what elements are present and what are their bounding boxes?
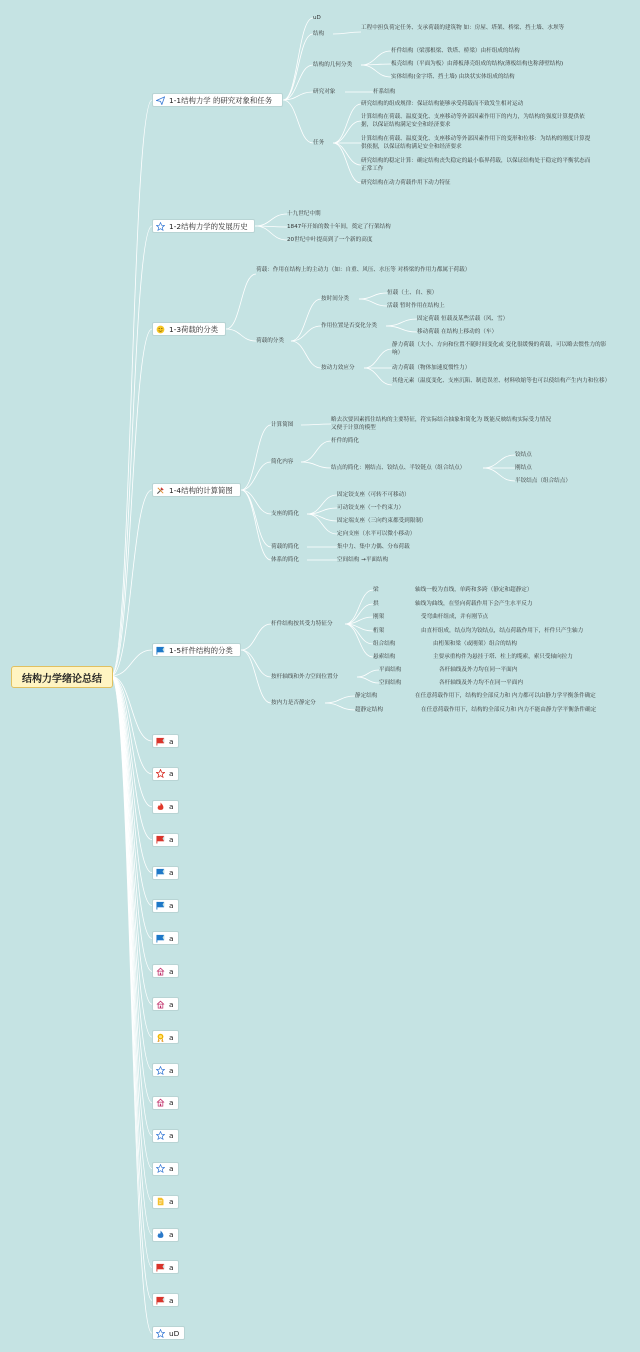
empty-topic-label: a [169, 1230, 174, 1239]
root-topic[interactable] [11, 666, 113, 688]
empty-topic[interactable] [152, 1030, 179, 1044]
empty-topic[interactable] [152, 833, 179, 847]
empty-topic-label: uD [169, 1328, 180, 1338]
connector [386, 326, 417, 332]
t5-beam: 梁 [373, 587, 379, 593]
empty-topic-label: a [169, 802, 174, 812]
t4-sup[interactable]: 支座的简化 [271, 511, 299, 517]
empty-topic-label: a [169, 1295, 174, 1305]
main-topic-4[interactable] [152, 483, 241, 497]
t4-sup-3: 固定端支座（三向约束都受到限制） [337, 518, 427, 524]
empty-topic[interactable] [152, 1260, 179, 1274]
t1-task-4: 研究结构的稳定计算：确定结构丧失稳定的最小临界荷载，以保证结构处于稳定的平衡状态而正常工作 [361, 158, 591, 172]
empty-topic[interactable] [152, 734, 179, 748]
t5-comb-d: 由桁架和梁（或刚架）组合的结构 [433, 641, 517, 647]
t5-hyper-d: 在任意荷载作用下，结构的全部反力和 内力不能由静力学平衡条件确定 [421, 707, 597, 713]
connector [333, 143, 361, 183]
connector [345, 624, 373, 657]
blue-fire-icon [156, 1230, 165, 1239]
connector [111, 676, 152, 1169]
empty-topic-label: a [169, 966, 174, 976]
t1-jiegou[interactable]: 结构 [313, 31, 325, 37]
connector [361, 51, 391, 65]
t4-sys-1: 空间结构 →平面结构 [337, 557, 389, 563]
connector [283, 34, 313, 100]
t4-node-1: 铰结点 [515, 452, 532, 458]
connector [241, 490, 271, 560]
empty-topic-label: a [169, 999, 174, 1009]
t1-jiegou-desc: 工程中担负荷定任务、支承荷载的建筑物 如：房屋、塔架、桥梁、挡土墙、水坝等 [361, 25, 565, 31]
connector [226, 329, 256, 341]
connector [283, 65, 313, 100]
connector [291, 299, 321, 341]
t3-pos-2: 移动荷载 在结构上移动的（车） [417, 329, 498, 335]
red-star-icon [156, 769, 165, 778]
t5-stat: 静定结构 [355, 693, 378, 699]
connector [111, 100, 152, 676]
t2-h1: 十九世纪中期 [287, 211, 321, 217]
t1-obj[interactable]: 研究对象 [313, 89, 336, 95]
connector [241, 650, 271, 703]
empty-topic[interactable] [152, 767, 179, 781]
connector [111, 676, 152, 1267]
t5-spat: 空间结构 [379, 680, 402, 686]
connector [483, 455, 515, 468]
main-topic-5[interactable] [152, 643, 241, 657]
t1-task[interactable]: 任务 [313, 140, 325, 146]
connector [241, 490, 271, 514]
empty-topic-label: a [169, 1262, 174, 1272]
empty-topic[interactable] [152, 931, 179, 945]
connector [241, 650, 271, 677]
t3-dyn[interactable]: 按动力效应分 [321, 365, 355, 371]
connector [386, 319, 417, 326]
connector [357, 670, 379, 677]
t3-time-1: 恒载（土、自、预） [387, 290, 438, 296]
main-topic-label: 1-4结构的计算简图 [169, 485, 233, 495]
connector [364, 349, 392, 368]
t2-h3: 20世纪中叶提高到了一个新的高度 [287, 237, 373, 243]
t4-node-3: 半铰结点（组合结点） [515, 478, 571, 484]
empty-topic-label: a [169, 835, 174, 845]
t5-truss-d: 由直杆组成，结点均为铰结点，结点荷载作用下，杆件只产生轴力 [421, 628, 584, 634]
connector [111, 676, 152, 1300]
red-flag-icon [156, 1263, 165, 1272]
t3-time-2: 活载 暂时作用在结构上 [387, 303, 445, 309]
connector [301, 441, 331, 462]
paper-plane-icon [156, 96, 165, 105]
t5-spat-d: 各杆轴线及外力均不在同一平面内 [439, 680, 523, 686]
empty-topic[interactable] [152, 1129, 179, 1143]
empty-topic[interactable] [152, 1063, 179, 1077]
empty-topic-label: a [169, 1197, 174, 1207]
empty-topic-label: a [169, 1131, 174, 1141]
empty-topic[interactable] [152, 1326, 185, 1340]
t5-susp-d: 主要承重构件为悬挂于塔、柱上的缆索，索只受轴向拉力 [433, 654, 573, 660]
t4-sup-1: 固定铰支座（可转不可移动） [337, 492, 410, 498]
star-icon [156, 1329, 165, 1338]
t5-space[interactable]: 按杆轴线和外力空间位置分 [271, 674, 339, 680]
t5-beam-d: 轴线一般为直线，单跨和多跨（静定和超静定） [415, 587, 533, 593]
t1-geom-3: 实体结构(金字塔、挡土墙) 由块状实体组成的结构 [391, 74, 515, 80]
empty-topic-label: a [169, 769, 174, 779]
connector [359, 299, 387, 306]
house-icon [156, 1098, 165, 1107]
t5-comb: 组合结构 [373, 641, 396, 647]
root-title: 结构力学绪论总结 [22, 673, 102, 685]
connector [283, 18, 313, 100]
empty-topic-label: a [169, 1164, 174, 1174]
empty-topic[interactable] [152, 1293, 179, 1307]
t4-sys[interactable]: 体系的简化 [271, 557, 299, 563]
connector [291, 341, 321, 368]
connector [226, 274, 256, 329]
t4-calc[interactable]: 计算简图 [271, 422, 294, 428]
main-topic-label: 1-1结构力学 的研究对象和任务 [169, 95, 273, 105]
empty-topic[interactable] [152, 964, 179, 978]
empty-topic[interactable] [152, 899, 179, 913]
document-icon [156, 1197, 165, 1206]
flag-icon [156, 646, 165, 655]
empty-topic-label: a [169, 1098, 174, 1108]
t3-pos-1: 固定荷载 恒载及某些活载（风、雪） [417, 316, 509, 322]
t5-frame-d: 受弯曲杆组成，并有刚节点 [421, 614, 489, 620]
t5-plane: 平面结构 [379, 667, 402, 673]
connector [483, 468, 515, 481]
connector [255, 214, 287, 226]
empty-topic-label: a [169, 901, 174, 910]
t5-stat-d: 在任意荷载作用下，结构的全部反力和 内力都可以由静力学平衡条件确定 [415, 693, 596, 699]
connector [111, 676, 152, 1136]
empty-topic-label: a [169, 736, 174, 746]
connector [283, 100, 313, 143]
empty-topic-label: a [169, 1065, 174, 1075]
star-icon [156, 1131, 165, 1140]
main-topic-label: 1-2结构力学的发展历史 [169, 221, 248, 231]
blue-flag-icon [156, 868, 165, 877]
empty-topic[interactable] [152, 866, 179, 880]
t1-ud: uD [313, 15, 321, 21]
connector [301, 424, 331, 425]
connector [345, 590, 373, 624]
t5-truss: 桁架 [373, 628, 385, 634]
connector [361, 65, 391, 77]
empty-topic[interactable] [152, 1228, 179, 1242]
empty-topic-label: a [169, 868, 174, 878]
connector [241, 462, 271, 490]
t3-def: 荷载：作用在结构上的主动力（如：自重、风压、水压等 对桥梁的作用力都属于荷载） [256, 267, 471, 273]
t2-h2: 1847年开始的数十年间，奠定了行架结构 [287, 224, 391, 230]
t4-calc-desc: 略去次要因素抓住结构的主要特征，符实际结合抽象和简化为 既能反映结构实际受力情况又便于计算的模型 [331, 417, 551, 431]
t1-task-2: 计算结构在荷载、温度变化、支座移动等外部因素作用下的内力，为结构的强度计算提供依据，以保证结构满足安全和经济要求 [361, 114, 585, 128]
main-topic-label: 1-5杆件结构的分类 [169, 645, 233, 655]
star-icon [156, 1066, 165, 1075]
main-topic-1[interactable] [152, 93, 283, 107]
t3-pos[interactable]: 作用位置是否变化分类 [321, 323, 377, 329]
smiley-icon [156, 325, 165, 334]
empty-topic[interactable] [152, 800, 179, 814]
star-icon [156, 222, 165, 231]
red-flag-icon [156, 1296, 165, 1305]
connector [255, 226, 287, 240]
fire-icon [156, 802, 165, 811]
t1-obj-1: 杆系结构 [373, 89, 396, 95]
connector [291, 326, 321, 341]
t4-sup-4: 定向支座（水平可以微小移动） [337, 531, 416, 537]
t1-task-3: 计算结构在荷载、温度变化、支座移动等外部因素作用下的变形和位移：为结构的刚度计算提供依据，以保证结构满足安全和经济要求 [361, 136, 591, 150]
connector [111, 226, 152, 676]
t4-node[interactable]: 结点的简化：刚结点、铰结点、半铰链点（组合结点） [331, 465, 466, 471]
house-icon [156, 967, 165, 976]
t1-geom-1: 杆件结构（梁那根梁、铁塔、桥梁）由杆组成的结构 [391, 48, 520, 54]
t1-task-5: 研究结构在动力荷载作用下动力特征 [361, 180, 451, 186]
empty-topic-label: a [169, 933, 174, 943]
t4-sup-2: 可动铰支座（一个约束力） [337, 505, 405, 511]
connector [359, 293, 387, 299]
blue-flag-icon [156, 934, 165, 943]
red-flag-icon [156, 835, 165, 844]
connector [241, 425, 271, 490]
connector [241, 490, 271, 547]
t4-node-2: 刚结点 [515, 465, 532, 471]
t3-time[interactable]: 按时间分类 [321, 296, 349, 302]
t4-load[interactable]: 荷载的简化 [271, 544, 299, 550]
t4-load-1: 集中力、集中力偶、分布荷载 [337, 544, 410, 550]
main-topic-3[interactable] [152, 322, 226, 336]
house-icon [156, 1000, 165, 1009]
blue-flag-icon [156, 901, 165, 910]
tools-icon [156, 486, 165, 495]
ribbon-icon [156, 1033, 165, 1042]
t5-force[interactable]: 按内力是否静定分 [271, 700, 316, 706]
t4-simp[interactable]: 简化内容 [271, 459, 294, 465]
empty-topic[interactable] [152, 1096, 179, 1110]
t5-susp: 悬索结构 [373, 654, 396, 660]
t5-arch: 拱 [373, 601, 379, 607]
t3-dyn-1: 静力荷载（大小、方向和位置不随时间变化或 变化很缓慢的荷载，可以略去惯性力的影响） [392, 342, 607, 356]
connector [364, 368, 392, 385]
connector [357, 677, 379, 683]
t5-arch-d: 轴线为曲线，在竖向荷载作用下会产生水平反力 [415, 601, 533, 607]
red-flag-icon [156, 737, 165, 746]
t5-hyper: 超静定结构 [355, 707, 383, 713]
t3-dyn-3: 其他元素（温度变化、支座沉陷、制造误差、材料收缩等也可以使结构产生内力和位移） [392, 378, 611, 384]
t3-cls[interactable]: 荷载的分类 [256, 338, 284, 344]
empty-topic[interactable] [152, 997, 179, 1011]
t5-feat[interactable]: 杆件结构按其受力特征分 [271, 621, 333, 627]
connector [333, 143, 361, 165]
main-topic-label: 1-3荷载的分类 [169, 324, 219, 334]
empty-topic-label: a [169, 1032, 174, 1042]
connector [333, 104, 361, 143]
t1-task-1: 研究结构的组成规律：保证结构能够承受荷载而不致发生相对运动 [361, 101, 524, 107]
connector [241, 624, 271, 650]
connector [325, 703, 355, 710]
connector [111, 490, 152, 676]
t4-rod: 杆件的简化 [331, 438, 359, 444]
main-topic-2[interactable] [152, 219, 255, 233]
t5-plane-d: 各杆轴线及外力均在同一平面内 [439, 667, 518, 673]
t1-geom[interactable]: 结构的几何分类 [313, 62, 353, 68]
t1-geom-2: 板壳结构（平面为板）由薄板薄壳组成的结构(薄板结构也称薄壁结构) [391, 61, 564, 67]
t3-dyn-2: 动力荷载（物体加速度惯性力） [392, 365, 471, 371]
empty-topic[interactable] [152, 1162, 179, 1176]
connector [325, 696, 355, 703]
connector [301, 462, 331, 468]
connector [333, 32, 361, 34]
t5-frame: 刚架 [373, 614, 385, 620]
connector [307, 514, 337, 534]
empty-topic[interactable] [152, 1195, 179, 1209]
star-icon [156, 1164, 165, 1173]
